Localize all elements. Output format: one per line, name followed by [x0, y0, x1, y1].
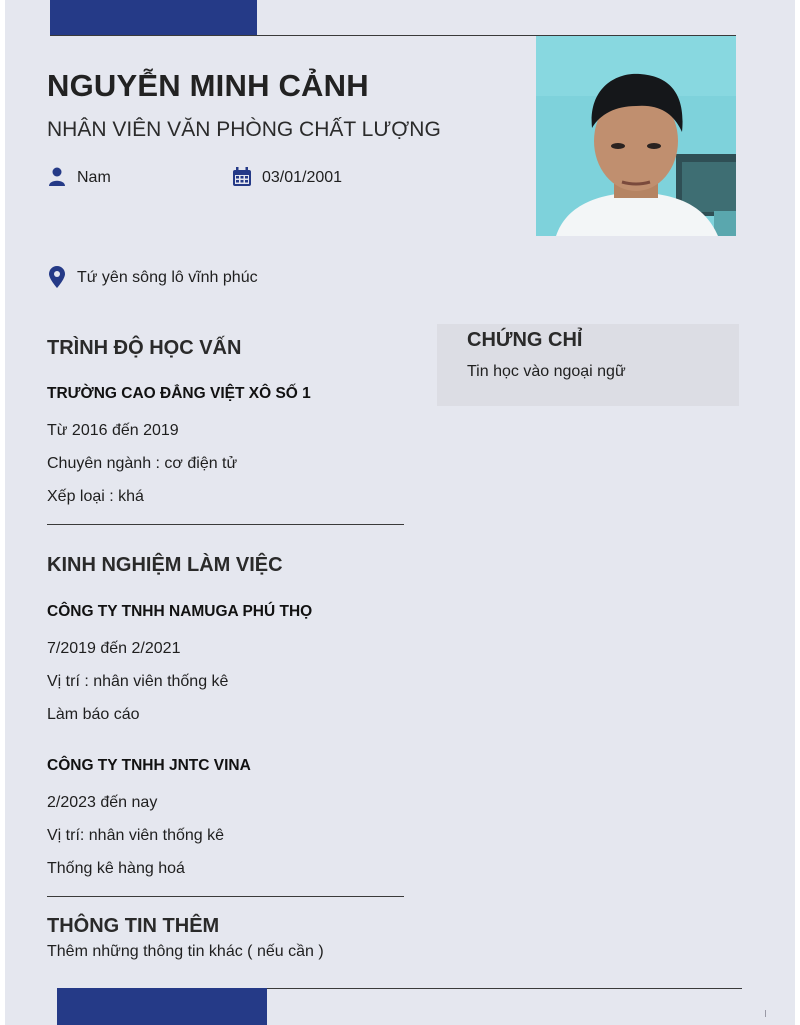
education-grade: Xếp loại : khá [47, 488, 144, 505]
education-school: TRƯỜNG CAO ĐẲNG VIỆT XÔ SỐ 1 [47, 385, 311, 402]
person-icon [48, 167, 66, 187]
page-corner-mark [765, 1010, 766, 1017]
education-major: Chuyên ngành : cơ điện tử [47, 455, 238, 472]
education-period: Từ 2016 đến 2019 [47, 422, 179, 439]
gender-value: Nam [77, 169, 111, 186]
job-task: Thống kê hàng hoá [47, 860, 185, 877]
job-position: Vị trí : nhân viên thống kê [47, 673, 229, 690]
job-period: 7/2019 đến 2/2021 [47, 640, 181, 657]
location-pin-icon [49, 266, 65, 288]
education-title: TRÌNH ĐỘ HỌC VẤN [47, 337, 242, 359]
calendar-icon [232, 167, 252, 187]
address-value: Tứ yên sông lô vĩnh phúc [77, 269, 258, 286]
profile-photo [536, 36, 736, 236]
candidate-job-title: NHÂN VIÊN VĂN PHÒNG CHẤT LƯỢNG [47, 118, 441, 141]
certificates-title: CHỨNG CHỈ [467, 329, 583, 351]
certificate-item: Tin học vào ngoại ngữ [467, 363, 626, 380]
experience-divider [47, 896, 404, 897]
extra-info-text: Thêm những thông tin khác ( nếu cần ) [47, 943, 324, 960]
certificates-box [437, 324, 739, 406]
profile-photo-illustration [536, 36, 736, 236]
extra-info-title: THÔNG TIN THÊM [47, 915, 220, 937]
bottom-accent-bar [57, 988, 267, 1025]
job-period: 2/2023 đến nay [47, 794, 158, 811]
birthdate-value: 03/01/2001 [262, 169, 343, 186]
job-company: CÔNG TY TNHH NAMUGA PHÚ THỌ [47, 603, 313, 620]
top-accent-bar [50, 0, 257, 36]
candidate-name: NGUYỄN MINH CẢNH [47, 68, 369, 103]
education-divider [47, 524, 404, 525]
job-task: Làm báo cáo [47, 706, 140, 723]
job-company: CÔNG TY TNHH JNTC VINA [47, 757, 251, 774]
resume-page [5, 0, 795, 1025]
job-position: Vị trí: nhân viên thống kê [47, 827, 224, 844]
experience-title: KINH NGHIỆM LÀM VIỆC [47, 554, 283, 576]
